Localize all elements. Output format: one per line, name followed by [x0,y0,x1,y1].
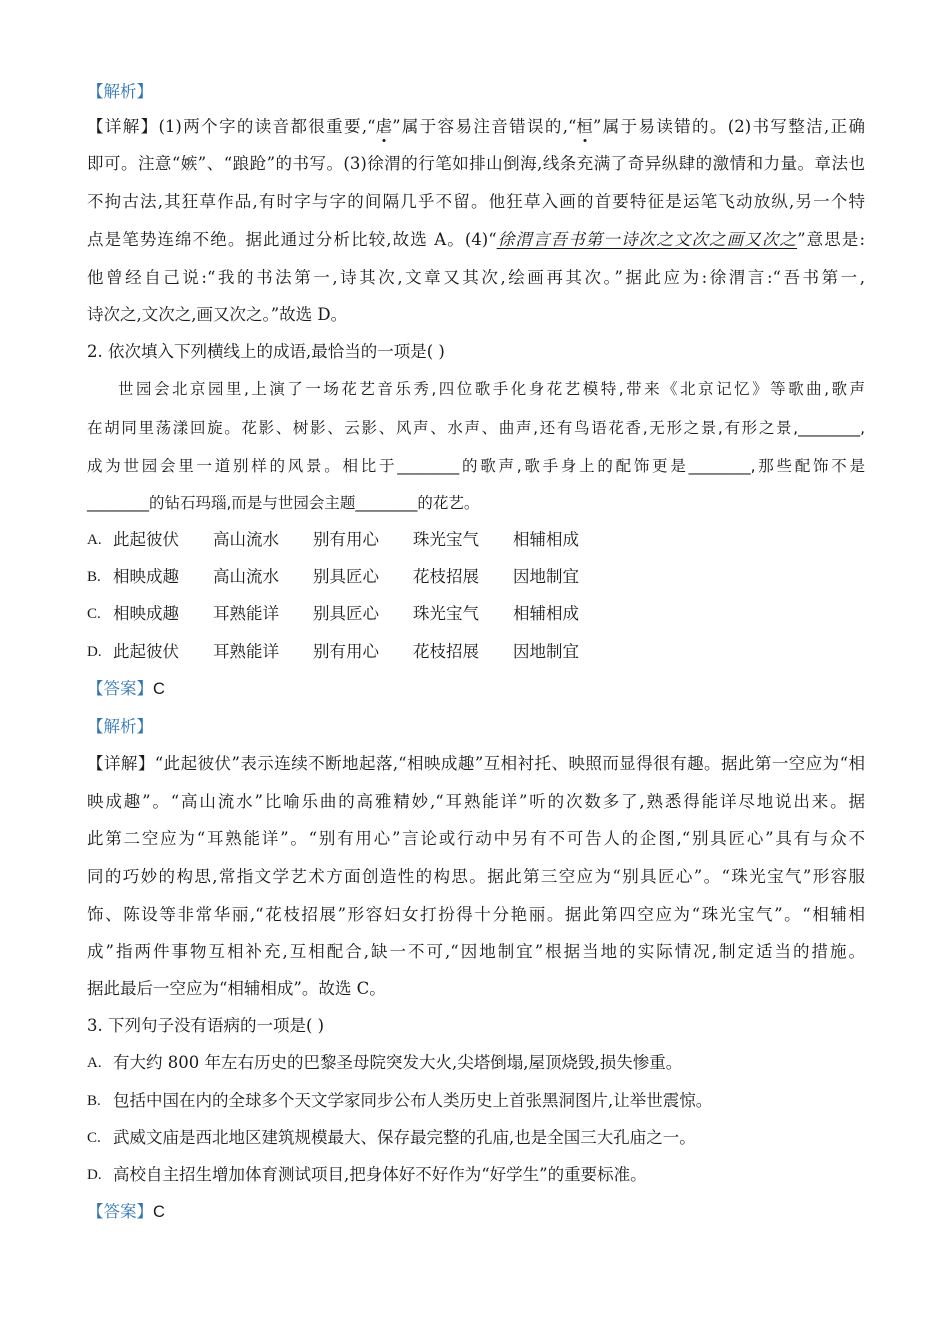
q2-detail-line-4: 同的巧妙的构思,常指文学艺术方面创造性的构思。据此第三空应为“别具匠心”。“珠光宝气”形容服 [87,867,865,886]
answer-value: C [153,1203,165,1221]
detail-label: 【详解】 [87,117,159,136]
detail-line-3: 不拘古法,其狂草作品,有时字与字的间隔几乎不留。他狂草入画的首要特征是运笔飞动放纵,另一个特 [87,192,865,211]
passage-line-3: 成为世园会里一道别样的风景。相比于________的歌声,歌手身上的配饰更是________,那些配饰不是 [87,457,865,475]
dotted-char: 桓 [576,117,593,136]
passage-line-1: 世园会北京园里,上演了一场花艺音乐秀,四位歌手化身花艺模特,带来《北京记忆》等歌曲,歌声 [118,380,865,398]
document-page: 【解析】 【详解】(1)两个字的读音都很重要,“虐”属于容易注音错误的,“桓”属于易读错的。(2)书写整洁,正确 即可。注意“嫉”、“踉跄”的书写。(3)徐渭的行笔如排山倒海,线条充满了奇异纵肆的激情和力量。章法也 不拘古法,其狂草作品,有时字与字的间隔几乎不留。他狂草入画的首要特征是运笔飞动放纵,另一个特 点是笔势连绵不绝。据此通过分析比较,故选 A。(4)“徐渭言吾书第一诗次之文次之画又次之”意思是: 他曾经自己说:“我的书法第一,诗其次,文章又其次,绘画再其次。”据此应为:徐渭言:“吾书第一, 诗次之,文次之,画又次之。”故选 D。 2. 依次填入下列横线上的成语,最恰当的一项是( ) 世园会北京园里,上演了一场花艺音乐秀,四位歌手化身花艺模特,带来《北京记忆》等歌曲,歌声 在胡同里荡漾回旋。花影、树影、云影、风声、水声、曲声,还有鸟语花香,无形之景,有形之景,________, 成为世园会里一道别样的风景。相比于________的歌声,歌手身上的配饰更是________,那些配饰不是 ________的钻石玛瑙,而是与世园会主题________的花艺。 A. 此起彼伏 高山流水 别有用心 珠光宝气 相辅相成 B. 相映成趣 高山流水 别具匠心 花枝招展 因地制宜 C. 相映成趣 耳熟能详 别具匠心 珠光宝气 相辅相成 D. 此起彼伏 耳熟能详 别有用心 花枝招展 因地制宜 【答案】C 【解析】 【详解】“此起彼伏”表示连续不断地起落,“相映成趣”互相衬托、映照而显得很有趣。据此第一空应为“相 映成趣”。“高山流水”比喻乐曲的高雅精妙,“耳熟能详”听的次数多了,熟悉得能详尽地说出来。据 此第二空应为“耳熟能详”。“别有用心”言论或行动中另有不可告人的企图,“别具匠心”具有与众不 同的巧妙的构思,常指文学艺术方面创造性的构思。据此第三空应为“别具匠心”。“珠光宝气”形容服 饰、陈设等非常华丽,“花枝招展”形容妇女打扮得十分艳丽。据此第四空应为“珠光宝气”。“相辅相 成”指两件事物互相补充,互相配合,缺一不可,“因地制宜”根据当地的实际情况,制定适当的措施。 据此最后一空应为“相辅相成”。故选 C。 3. 下列句子没有语病的一项是( ) A. 有大约 800 年左右历史的巴黎圣母院突发大火,尖塔倒塌,屋顶烧毁,损失惨重。 B. 包括中国在内的全球多个天文学家同步公布人类历史上首张黑洞图片,让举世震惊。 C. 武威文庙是西北地区建筑规模最大、保存最完整的孔庙,也是全国三大孔庙之一。 D. 高校自主招生增加体育测试项目,把身体好不好作为“好学生”的重要标准。 【答案】C [87,82,866,1221]
passage-line-2: 在胡同里荡漾回旋。花影、树影、云影、风声、水声、曲声,还有鸟语花香,无形之景,有形之景,________, [87,419,865,437]
answer-label: 【答案】 [87,1202,153,1221]
detail-line-6: 诗次之,文次之,画又次之。”故选 D。 [87,305,348,324]
underlined-quote: 徐渭言吾书第一诗次之文次之画又次之 [496,230,798,249]
question-3-answer [87,1202,865,1222]
answer-label: 【答案】 [87,679,153,698]
dotted-char: 虐 [375,117,393,136]
detail-line-1: 【详解】(1)两个字的读音都很重要,“虐”属于容易注音错误的,“桓”属于易读错的。(2)书写整洁,正确 [87,117,865,136]
analysis-label: 【解析】 [87,82,153,101]
analysis-label: 【解析】 [87,717,153,736]
passage-line-4: ________的钻石玛瑙,而是与世园会主题________的花艺。 [87,494,480,512]
answer-value: C [153,680,165,698]
detail-label: 【详解】 [87,754,155,773]
question-3-stem: 3. 下列句子没有语病的一项是( ) [87,1016,325,1035]
question-2-stem: 2. 依次填入下列横线上的成语,最恰当的一项是( ) [87,342,445,361]
detail-line-5: 他曾经自己说:“我的书法第一,诗其次,文章又其次,绘画再其次。”据此应为:徐渭言:“吾书第一, [87,268,865,287]
q2-detail-line-5: 饰、陈设等非常华丽,“花枝招展”形容妇女打扮得十分艳丽。据此第四空应为“珠光宝气”。“相辅相 [87,905,865,924]
q2-detail-line-3: 此第二空应为“耳熟能详”。“别有用心”言论或行动中另有不可告人的企图,“别具匠心”具有与众不 [87,829,865,848]
question-2-answer [87,679,865,699]
detail-line-2: 即可。注意“嫉”、“踉跄”的书写。(3)徐渭的行笔如排山倒海,线条充满了奇异纵肆的激情和力量。章法也 [87,154,865,173]
q2-detail-line-6: 成”指两件事物互相补充,互相配合,缺一不可,“因地制宜”根据当地的实际情况,制定适当的措施。 [87,942,865,961]
q2-detail-line-2: 映成趣”。“高山流水”比喻乐曲的高雅精妙,“耳熟能详”听的次数多了,熟悉得能详尽地说出来。据 [87,792,865,811]
q2-detail-line-1: 【详解】“此起彼伏”表示连续不断地起落,“相映成趣”互相衬托、映照而显得很有趣。据此第一空应为“相 [87,754,866,773]
q2-detail-line-7: 据此最后一空应为“相辅相成”。故选 C。 [87,979,386,998]
detail-line-4: 点是笔势连绵不绝。据此通过分析比较,故选 A。(4)“徐渭言吾书第一诗次之文次之画又次之”意思是: [87,230,866,249]
